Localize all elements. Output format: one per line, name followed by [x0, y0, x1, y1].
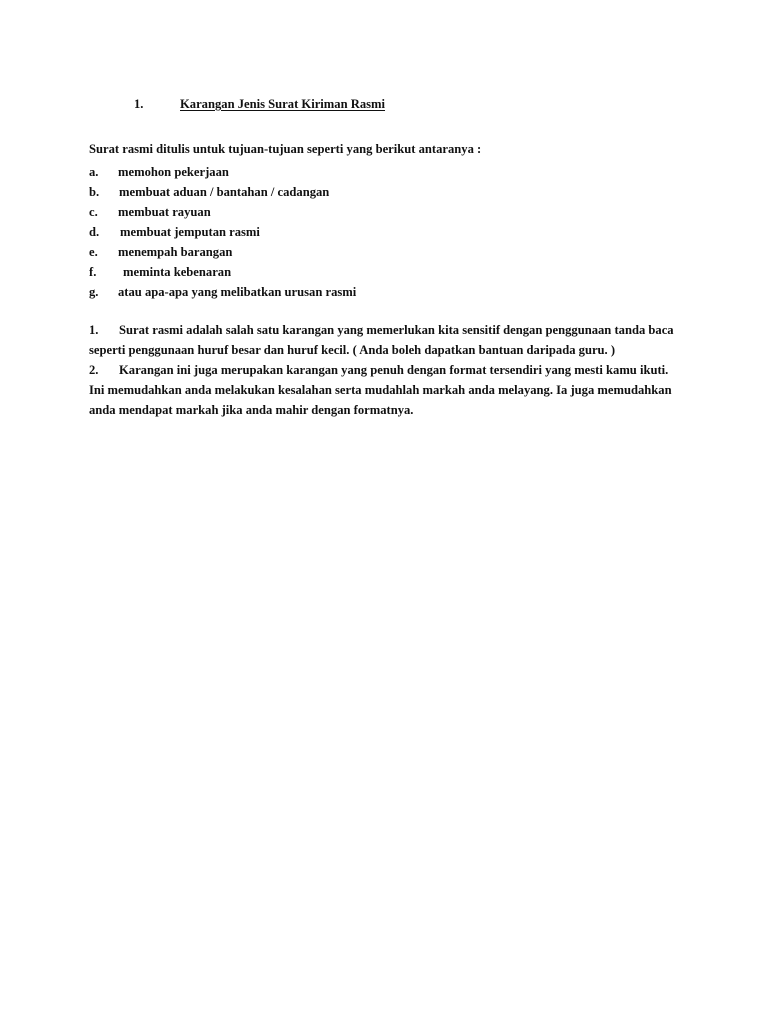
note-text: Karangan ini juga merupakan karangan yang penuh dengan format tersendiri yang mesti kamu ikuti.: [119, 363, 669, 377]
notes-paragraph: [89, 320, 689, 420]
heading-number: 1.: [134, 97, 144, 111]
list-item-text: membuat rayuan: [118, 205, 211, 219]
list-item-letter: f.: [89, 265, 97, 279]
purpose-list: [89, 162, 489, 302]
list-item-text: membuat aduan / bantahan / cadangan: [119, 185, 330, 199]
list-item-letter: e.: [89, 245, 98, 259]
list-item-letter: b.: [89, 185, 100, 199]
list-item: [89, 222, 489, 242]
list-item: [89, 182, 489, 202]
list-item-letter: c.: [89, 205, 98, 219]
intro-paragraph: Surat rasmi ditulis untuk tujuan-tujuan seperti yang berikut antaranya :: [89, 142, 482, 156]
list-item-text: meminta kebenaran: [123, 265, 232, 279]
heading-title: Karangan Jenis Surat Kiriman Rasmi: [180, 97, 386, 111]
list-item: [89, 262, 489, 282]
note-line: [89, 360, 689, 380]
list-item: [89, 162, 489, 182]
list-item-text: membuat jemputan rasmi: [120, 225, 260, 239]
note-line: [89, 320, 689, 340]
list-item-letter: a.: [89, 165, 99, 179]
note-line: anda mendapat markah jika anda mahir dengan formatnya.: [89, 403, 414, 417]
list-item: [89, 202, 489, 222]
note-text: Surat rasmi adalah salah satu karangan yang memerlukan kita sensitif dengan penggunaan tanda baca: [119, 323, 674, 337]
list-item-text: atau apa-apa yang melibatkan urusan rasmi: [118, 285, 357, 299]
list-item-letter: d.: [89, 225, 100, 239]
note-number: 1.: [89, 323, 99, 337]
list-item: [89, 242, 489, 262]
note-line: seperti penggunaan huruf besar dan huruf kecil. ( Anda boleh dapatkan bantuan daripada guru. ): [89, 343, 616, 357]
note-line: Ini memudahkan anda melakukan kesalahan serta mudahlah markah anda melayang. Ia juga memudahkan: [89, 383, 672, 397]
list-item-text: menempah barangan: [118, 245, 233, 259]
list-item-letter: g.: [89, 285, 99, 299]
list-item: [89, 282, 489, 302]
note-number: 2.: [89, 363, 99, 377]
list-item-text: memohon pekerjaan: [118, 165, 229, 179]
